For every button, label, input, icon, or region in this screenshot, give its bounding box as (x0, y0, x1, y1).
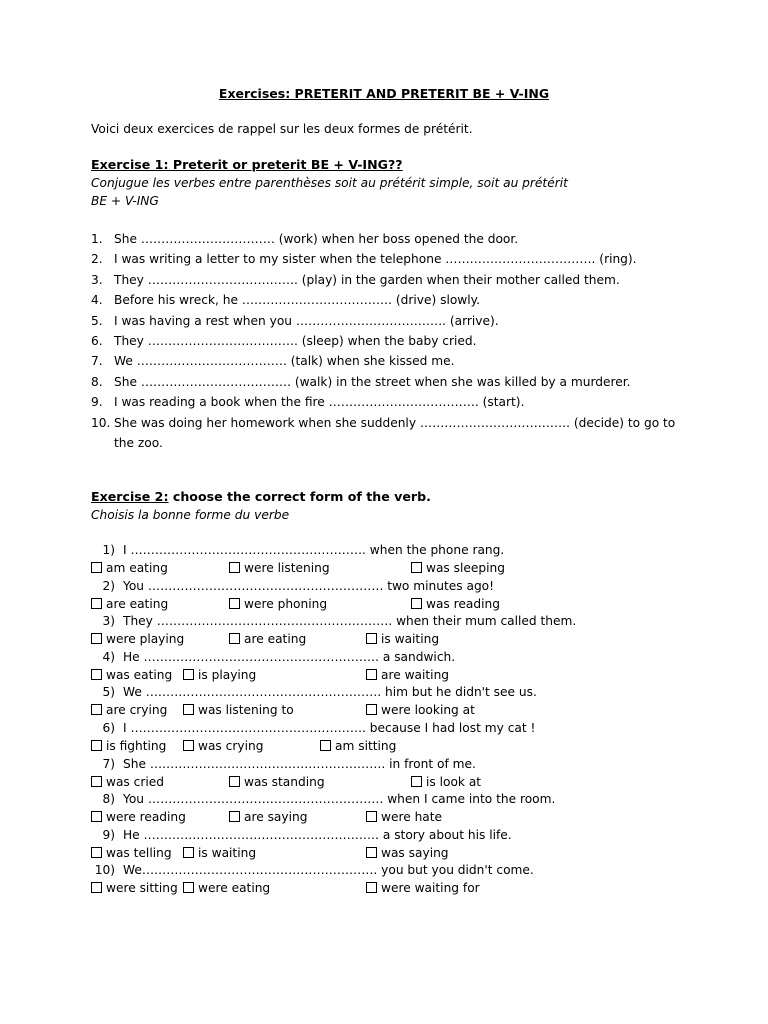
item-text: She …………………………… (work) when her boss opened the door. (114, 232, 519, 246)
question-number: 3) (102, 614, 115, 629)
answer-option[interactable] (91, 632, 184, 646)
answer-option[interactable] (366, 668, 449, 682)
item-number: 3. (91, 272, 103, 287)
answer-option[interactable] (366, 846, 449, 860)
list-item (91, 290, 691, 310)
checkbox-icon[interactable] (183, 704, 194, 715)
item-number: 10. (91, 415, 111, 430)
item-number: 1. (91, 232, 103, 246)
option-label: was saying (381, 845, 449, 860)
answer-option[interactable] (91, 561, 168, 575)
item-number: 5. (91, 313, 103, 328)
option-label: were sitting (106, 881, 178, 896)
question-text: We…………………………………………………. you but you didn't come. (123, 863, 534, 878)
question-text: He …………………………………………………. a story about his life. (123, 827, 512, 842)
option-label: was telling (106, 845, 172, 860)
option-label: was eating (106, 667, 173, 682)
answer-option[interactable] (366, 632, 439, 646)
answer-option[interactable] (91, 597, 168, 611)
exercise2-instruction: Choisis la bonne forme du verbe (91, 508, 290, 522)
question-line (91, 828, 512, 842)
exercise1-heading-text: Exercise 1: Preterit or preterit BE + V-ING?? (91, 157, 403, 172)
option-label: was standing (244, 774, 325, 789)
option-label: was listening to (198, 703, 294, 718)
checkbox-icon[interactable] (229, 633, 240, 644)
answer-option[interactable] (229, 597, 327, 611)
checkbox-icon[interactable] (366, 882, 377, 893)
item-text: I was having a rest when you ………………………………. (arrive). (114, 313, 499, 328)
question-line (91, 757, 476, 771)
list-item (91, 372, 691, 392)
answer-option[interactable] (91, 668, 172, 682)
option-label: am eating (106, 561, 168, 575)
question-line (91, 863, 534, 877)
exercise1-instruction-1: Conjugue les verbes entre parenthèses soit au prétérit simple, soit au prétérit (91, 176, 568, 190)
list-item (91, 229, 691, 249)
question-text: You …………………………………………………. when I came into the room. (123, 792, 556, 807)
item-number: 8. (91, 374, 103, 389)
answer-option[interactable] (91, 881, 178, 895)
option-label: were listening (244, 561, 330, 575)
checkbox-icon[interactable] (411, 776, 422, 787)
question-text: He …………………………………………………. a sandwich. (123, 649, 456, 664)
answer-option[interactable] (183, 846, 256, 860)
question-number: 2) (102, 578, 115, 593)
intro-text: Voici deux exercices de rappel sur les deux formes de prétérit. (91, 122, 473, 136)
question-line (91, 614, 576, 628)
answer-option[interactable] (91, 739, 166, 753)
question-number: 7) (102, 756, 115, 771)
question-line (91, 792, 555, 806)
option-label: was reading (426, 596, 500, 611)
checkbox-icon[interactable] (229, 598, 240, 609)
checkbox-icon[interactable] (320, 740, 331, 751)
checkbox-icon[interactable] (91, 669, 102, 680)
answer-option[interactable] (91, 775, 164, 789)
option-label: was crying (198, 739, 264, 753)
checkbox-icon[interactable] (183, 882, 194, 893)
question-number: 5) (102, 685, 115, 700)
exercise1-list (91, 229, 691, 453)
checkbox-icon[interactable] (229, 562, 240, 573)
answer-option[interactable] (183, 668, 256, 682)
answer-option[interactable] (366, 810, 442, 824)
checkbox-icon[interactable] (91, 562, 102, 573)
list-item (91, 270, 691, 290)
checkbox-icon[interactable] (366, 811, 377, 822)
answer-option[interactable] (183, 881, 270, 895)
answer-option[interactable] (411, 597, 500, 611)
question-line (91, 650, 455, 664)
checkbox-icon[interactable] (229, 811, 240, 822)
question-number: 9) (102, 827, 115, 842)
checkbox-icon[interactable] (411, 598, 422, 609)
checkbox-icon[interactable] (366, 847, 377, 858)
question-text: You …………………………………………………. two minutes ago! (123, 578, 495, 593)
answer-option[interactable] (183, 739, 263, 753)
option-label: were phoning (244, 596, 328, 611)
answer-option[interactable] (411, 775, 481, 789)
answer-option[interactable] (91, 703, 167, 717)
option-label: are saying (244, 810, 308, 825)
option-label: is playing (198, 667, 257, 682)
option-label: am sitting (335, 739, 397, 753)
question-line (91, 685, 537, 699)
list-item (91, 311, 691, 331)
checkbox-icon[interactable] (229, 776, 240, 787)
checkbox-icon[interactable] (91, 598, 102, 609)
exercise1-instruction-2: BE + V-ING (91, 194, 159, 208)
checkbox-icon[interactable] (91, 704, 102, 715)
question-text: She …………………………………………………. in front of me. (123, 756, 476, 771)
question-text: I …………………………………………………. when the phone rang. (123, 543, 505, 557)
checkbox-icon[interactable] (91, 633, 102, 644)
question-number: 4) (102, 649, 115, 664)
list-item (91, 249, 691, 269)
option-label: were playing (106, 632, 185, 647)
checkbox-icon[interactable] (91, 740, 102, 751)
exercise1-heading (91, 157, 403, 172)
item-text: She was doing her homework when she suddenly ………………………………. (decide) to go to (114, 415, 676, 430)
answer-option[interactable] (91, 846, 172, 860)
option-label: is fighting (106, 739, 167, 753)
question-number: 1) (102, 543, 115, 557)
question-number: 6) (102, 721, 115, 735)
question-number: 10) (94, 863, 115, 878)
question-text: I …………………………………………………. because I had lost my cat ! (123, 721, 536, 735)
answer-option[interactable] (183, 703, 294, 717)
option-label: are eating (106, 596, 169, 611)
question-text: They …………………………………………………. when their mum called them. (123, 614, 577, 629)
question-line (91, 721, 535, 735)
item-text: Before his wreck, he ………………………………. (drive) slowly. (114, 293, 480, 308)
document-title: Exercises: PRETERIT AND PRETERIT BE + V-ING (218, 86, 550, 101)
option-label: are crying (106, 703, 168, 718)
item-text: They ………………………………. (play) in the garden when their mother called them. (114, 272, 620, 287)
item-text: They ………………………………. (sleep) when the baby cried. (114, 333, 477, 348)
question-line (91, 579, 494, 593)
item-number: 7. (91, 354, 103, 369)
exercise2-heading-label: Exercise 2: (91, 489, 169, 504)
answer-option[interactable] (366, 881, 480, 895)
item-number: 6. (91, 333, 103, 348)
list-item (91, 413, 691, 454)
item-text: I was reading a book when the fire ………………………………. (start). (114, 395, 525, 410)
answer-option[interactable] (91, 810, 186, 824)
checkbox-icon[interactable] (366, 633, 377, 644)
checkbox-icon[interactable] (91, 776, 102, 787)
answer-option[interactable] (411, 561, 505, 575)
option-label: are eating (244, 632, 307, 647)
checkbox-icon[interactable] (91, 811, 102, 822)
exercise2-heading-text: choose the correct form of the verb. (168, 489, 431, 504)
answer-option[interactable] (366, 703, 475, 717)
item-text: She ………………………………. (walk) in the street when she was killed by a murderer. (114, 374, 631, 389)
exercise2-heading (91, 489, 431, 504)
option-label: were waiting for (381, 881, 480, 896)
checkbox-icon[interactable] (366, 669, 377, 680)
item-text-continued: the zoo. (114, 435, 163, 450)
option-label: was cried (106, 774, 164, 789)
option-label: is waiting (198, 845, 257, 860)
list-item (91, 331, 691, 351)
list-item (91, 392, 691, 412)
checkbox-icon[interactable] (366, 704, 377, 715)
answer-option[interactable] (229, 775, 325, 789)
option-label: were looking at (381, 703, 475, 718)
item-number: 2. (91, 252, 103, 267)
list-item (91, 351, 691, 371)
option-label: were eating (198, 881, 271, 896)
checkbox-icon[interactable] (183, 847, 194, 858)
option-label: were hate (381, 810, 443, 825)
checkbox-icon[interactable] (411, 562, 422, 573)
answer-option[interactable] (229, 632, 306, 646)
answer-option[interactable] (229, 810, 307, 824)
checkbox-icon[interactable] (183, 740, 194, 751)
answer-option[interactable] (229, 561, 330, 575)
option-label: is waiting (381, 632, 440, 647)
item-number: 9. (91, 395, 103, 410)
item-text: I was writing a letter to my sister when the telephone ………………………………. (ring). (114, 252, 637, 267)
checkbox-icon[interactable] (91, 847, 102, 858)
question-text: We …………………………………………………. him but he didn't see us. (123, 685, 537, 700)
item-text: We ………………………………. (talk) when she kissed me. (114, 354, 455, 369)
option-label: were reading (106, 810, 186, 825)
question-line (91, 543, 504, 557)
item-number: 4. (91, 293, 103, 308)
question-number: 8) (102, 792, 115, 807)
answer-option[interactable] (320, 739, 396, 753)
option-label: was sleeping (426, 561, 505, 575)
option-label: is look at (426, 774, 482, 789)
option-label: are waiting (381, 667, 450, 682)
checkbox-icon[interactable] (183, 669, 194, 680)
checkbox-icon[interactable] (91, 882, 102, 893)
